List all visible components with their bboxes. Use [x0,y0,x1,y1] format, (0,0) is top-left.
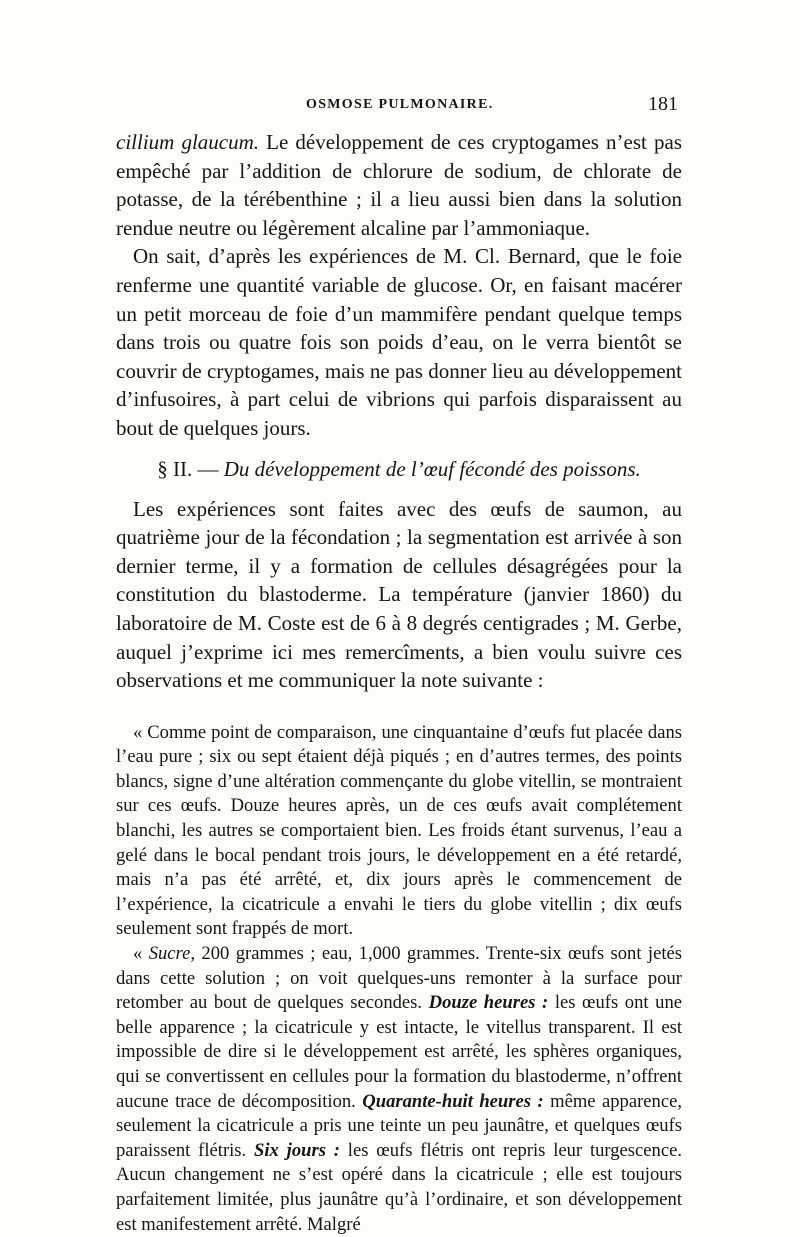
quote-2-text-3: même apparence, seulement la cicatricule a pris une teinte un peu jaunâtre, et quelques œufs paraissent flétris. [116,1090,682,1161]
page-header [0,93,800,121]
paragraph-3: Les expériences sont faites avec des œufs de saumon, au quatrième jour de la fécondation ; la segmentation est arrivée à son dernier terme, il y a formation de cellules désagrégées pour la constitution du blastoderme. La température (janvier 1860) du laboratoire de M. Coste est de 6 à 8 degrés centigrades ; M. Gerbe, auquel j’exprime ici mes remercîments, a bien voulu suivre ces observations et me communiquer la note suivante : [116,496,682,693]
section-title: Du développement de l’œuf fécondé des poissons. [223,456,641,481]
quote-open: « [133,943,149,965]
paragraph-1 [116,128,682,242]
douze-heures-label: Douze heures : [428,992,549,1014]
species-name: cillium glaucum. [116,130,260,154]
six-jours-label: Six jours : [254,1139,340,1161]
quoted-note-2 [116,942,682,1237]
section-number: § II. — [157,456,219,481]
quote-2-text-4: les œufs flétris ont repris leur turgescence. Aucun changement ne s’est opéré dans la cicatricule ; elle est toujours parfaitement limitée, plus jaunâtre qu’à l’ordinaire, et son développement est manifestement arrêté. Malgré [116,1139,683,1235]
sucre-label: Sucre, [148,943,195,965]
quarante-huit-heures-label: Quarante-huit heures : [362,1090,544,1112]
paragraph-1-text: Le développement de ces cryptogames n’est pas empêché par l’addition de chlorure de sodium, de chlorate de potasse, de la térébenthine ; il a lieu aussi bien dans la solution rendue neutre ou légèrement alcaline par l’ammoniaque. [116,130,682,240]
running-head: OSMOSE PULMONAIRE. [306,97,494,112]
paragraph-2: On sait, d’après les expériences de M. Cl. Bernard, que le foie renferme une quantité variable de glucose. Or, en faisant macérer un petit morceau de foie d’un mammifère pendant quelque temps dans trois ou quatre fois son poids d’eau, on le verra bientôt se couvrir de cryptogames, mais ne pas donner lieu au développement d’infusoires, à part celui de vibrions qui parfois disparaissent au bout de quelques jours. [116,244,682,440]
quoted-note-1: « Comme point de comparaison, une cinquantaine d’œufs fut placée dans l’eau pure ; six ou sept étaient déjà piqués ; en d’autres termes, des points blancs, signe d’une altération commençante du globe vitellin, se montraient sur ces œufs. Douze heures après, un de ces œufs avait complétement blanchi, les autres se comportaient bien. Les froids étant survenus, l’eau a gelé dans le bocal pendant trois jours, le développement en a été retardé, mais n’a pas été arrêté, et, dix jours après le commencement de l’expérience, la cicatricule a envahi le tiers du globe vitellin ; dix œufs seulement sont frappés de mort. [116,721,682,940]
quote-2-text-2: les œufs ont une belle apparence ; la cicatricule y est intacte, le vitellus transparent. Il est impossible de dire si le développement est arrêté, les sphères organiques, qui se convertissent en cellules pour la formation du blastoderme, n’offrent aucune trace de décomposition. [116,992,682,1112]
quote-2-text-1: 200 grammes ; eau, 1,000 grammes. Trente-six œufs sont jetés dans cette solution ; on voit quelques-uns remonter à la surface pour retomber au bout de quelques secondes. [116,943,682,1014]
page-body [116,128,682,1237]
page-number: 181 [648,93,678,115]
section-heading [116,455,682,483]
